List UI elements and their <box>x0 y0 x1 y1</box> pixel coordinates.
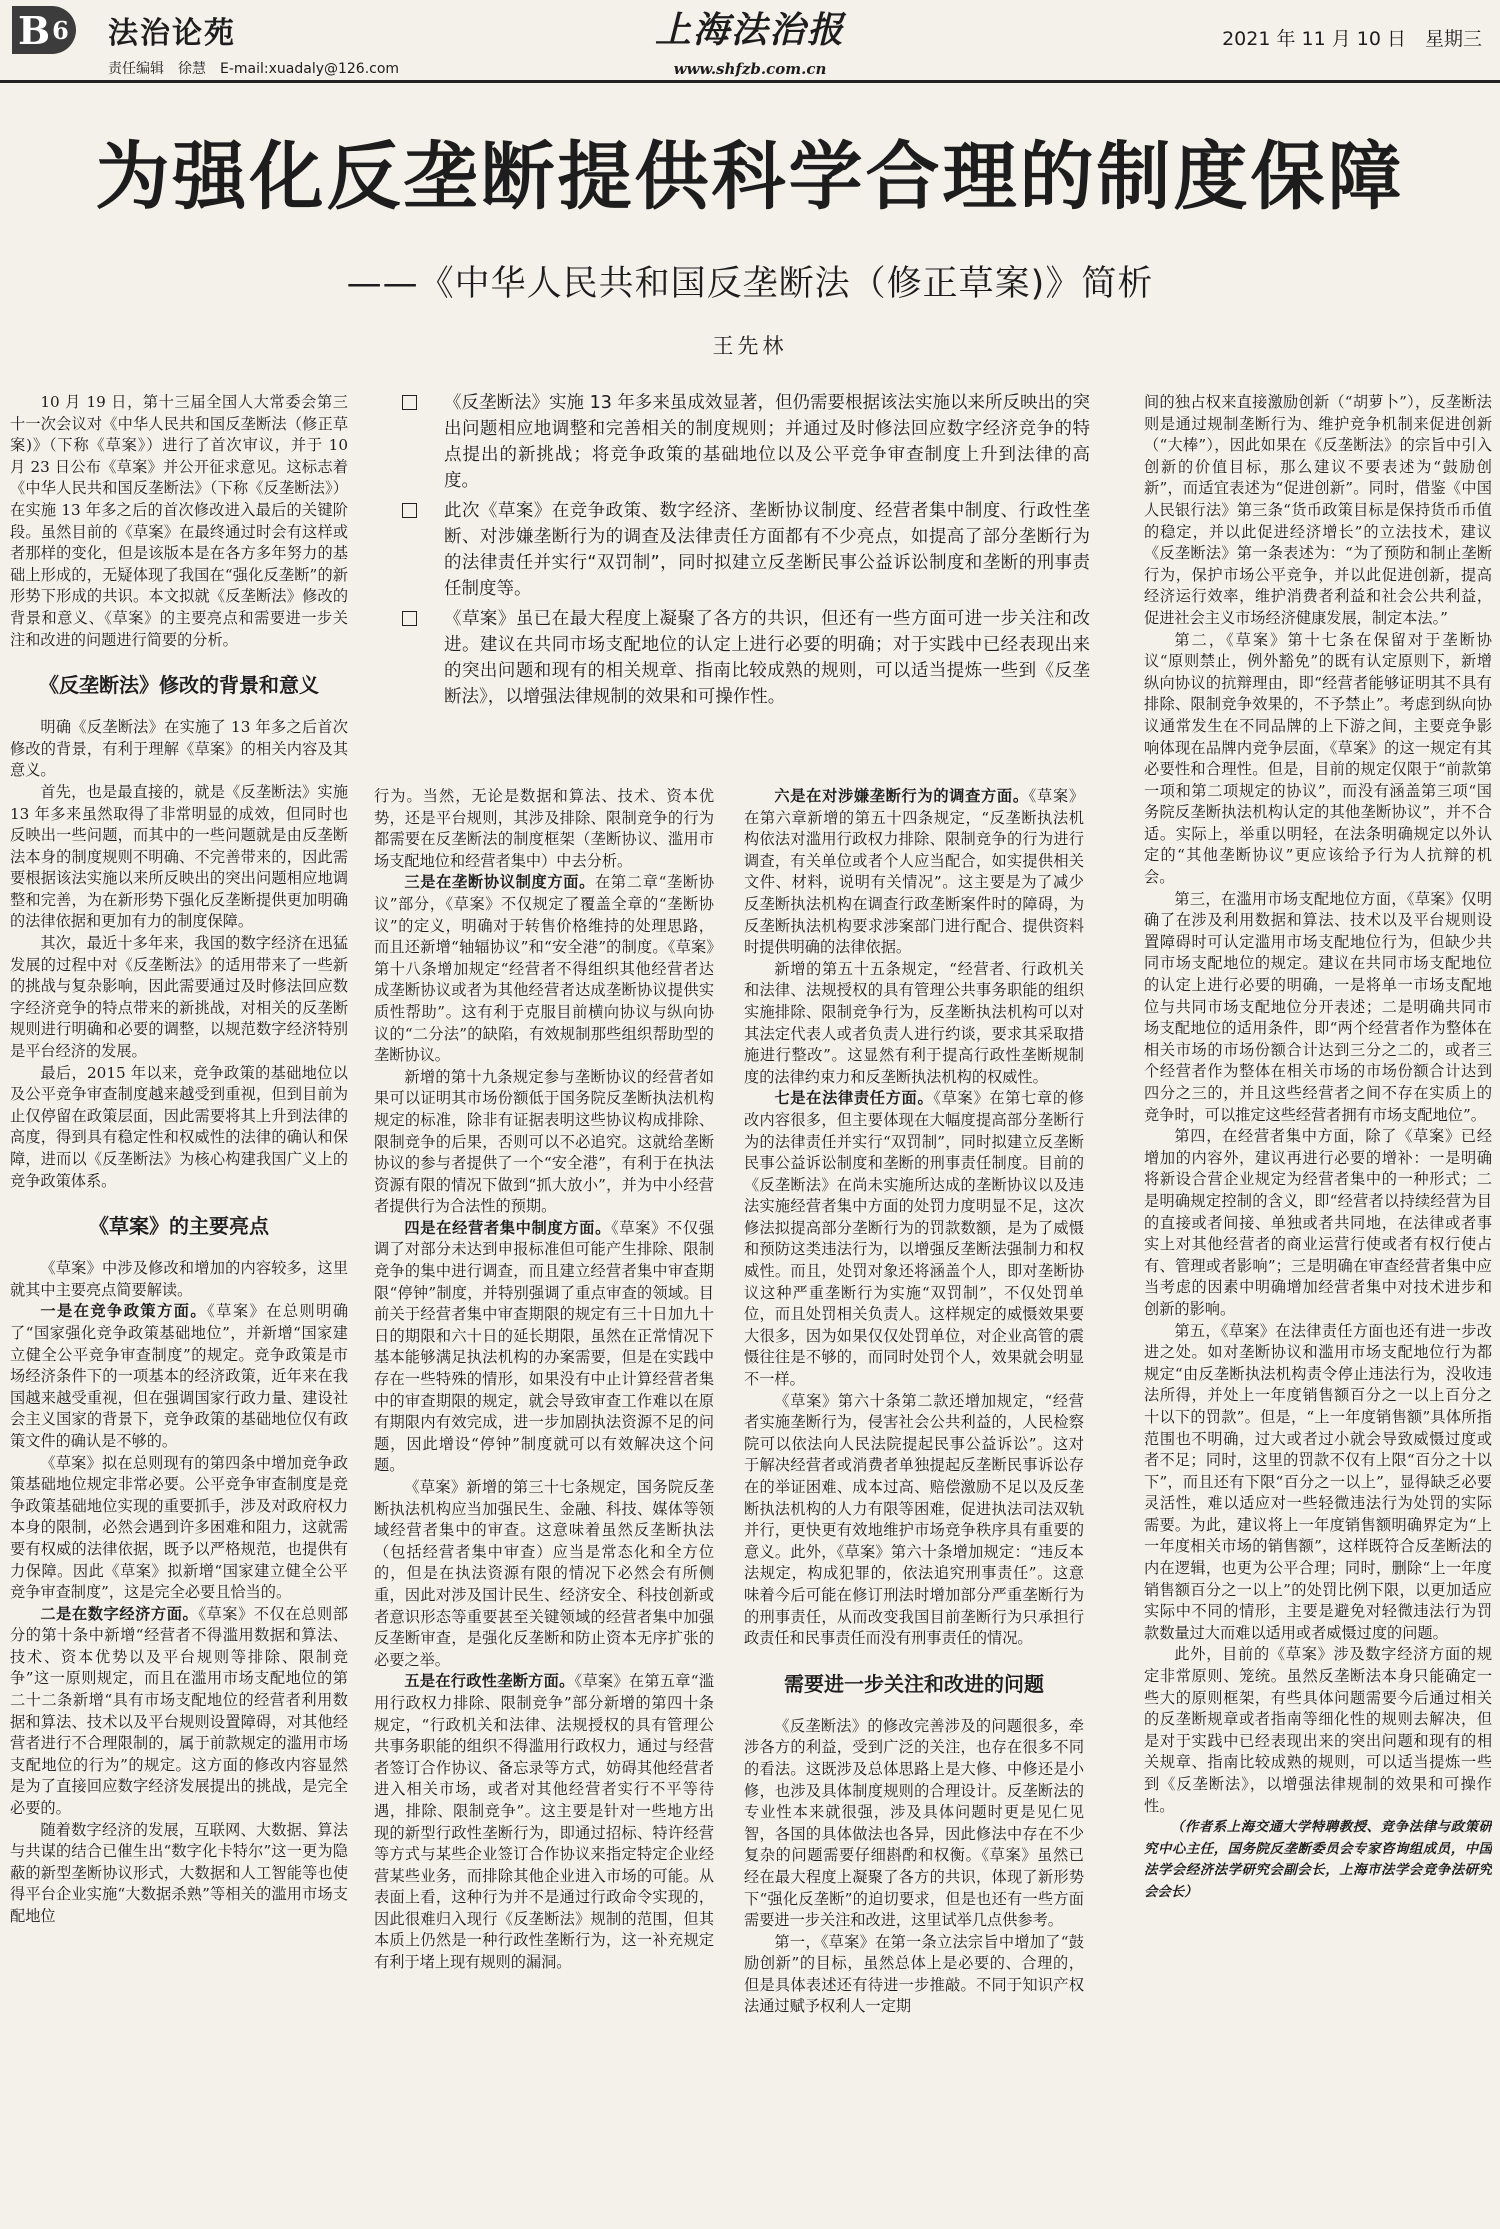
summary-item <box>400 498 1090 602</box>
paragraph <box>374 1671 714 1973</box>
point-lead: 二是在数字经济方面。 <box>40 1604 199 1623</box>
paragraph: 《草案》第六十条第二款还增加规定，“经营者实施垄断行为，侵害社会公共利益的，人民检察院可以依法向人民法院提起民事公益诉讼”。这对于解决经营者或消费者单独提起反垄断民事诉讼存在的举证困难、成本过高、赔偿激励不足以及反垄断执法机构的人力有限等困难，促进执法司法双轨并行，更快更有效地维护市场竞争秩序具有重要的意义。此外，《草案》第六十条增加规定：“违反本法规定，构成犯罪的，依法追究刑事责任”。这意味着今后可能在修订刑法时增加部分严重垄断行为的刑事责任，从而改变我国目前垄断行为只承担行政责任和民事责任而没有刑事责任的情况。 <box>744 1391 1084 1648</box>
page-header <box>0 0 1500 80</box>
paragraph: 最后，2015 年以来，竞争政策的基础地位以及公平竞争审查制度越来越受到重视，但到目前为止仅停留在政策层面，因此需要将其上升到法律的高度，得到具有稳定性和权威性的法律的确认和保障，进而以《反垄断法》为核心构建我国广义上的竞争政策体系。 <box>10 1063 348 1190</box>
point-text: 在第二章“垄断协议”部分，《草案》不仅规定了覆盖全章的“垄断协议”的定义，明确对于转售价格维持的处理思路，而且还新增“轴辐协议”和“安全港”的制度。《草案》第十八条增加规定“经营者不得组织其他经营者达成垄断协议或者为其他经营者达成垄断协议提供实质性帮助”。这有利于克服目前横向协议与纵向协议的“二分法”的缺陷，有效规制那些组织帮助型的垄断协议。 <box>374 873 714 1065</box>
paragraph <box>744 1088 1084 1390</box>
intro-paragraph: 10 月 19 日，第十三届全国人大常委会第三十一次会议对《中华人民共和国反垄断法（修正草案)》（下称《草案》）进行了首次审议，并于 10 月 23 日公布《草案》并公开征求意见。这标志着《中华人民共和国反垄断法》（下称《反垄断法》）在实施 13 年多之后的首次修改进入最后的关键阶段。虽然目前的《草案》在最终通过时会有这样或者那样的变化，但是该版本是在各方多年努力的基础上形成的，无疑体现了我国在“强化反垄断”的新形势下形成的共识。本文拟就《反垄断法》修改的背景和意义、《草案》的主要亮点和需要进一步关注和改进的问题进行简要的分析。 <box>10 393 348 649</box>
summary-text: 《反垄断法》实施 13 年多来虽成效显著，但仍需要根据该法实施以来所反映出的突出问题相应地调整和完善相关的制度规则；并通过及时修法回应数字经济竞争的特点提出的新挑战；将竞争政策的基础地位以及公平竞争审查制度上升到法律的高度。 <box>444 393 1090 491</box>
article-column-2 <box>374 786 714 2222</box>
point-lead: 一是在竞争政策方面。 <box>40 1302 208 1321</box>
article-title: 为强化反垄断提供科学合理的制度保障 <box>95 134 1405 220</box>
paragraph: 新增的第十九条规定参与垄断协议的经营者如果可以证明其市场份额低于国务院反垄断执法机构规定的标准，除非有证据表明这些协议构成排除、限制竞争的后果，否则可以不必追究。这就给垄断协议的参与者提供了一个“安全港”，有利于在执法资源有限的情况下做到“抓大放小”，并为中小经营者提供行为合法性的预期。 <box>374 1067 714 1216</box>
point-text: 《草案》不仅强调了对部分未达到申报标准但可能产生排除、限制竞争的集中进行调查，而且建立经营者集中审查期限“停钟”制度，并特别强调了重点审查的领域。目前关于经营者集中审查期限的规定有三十日加九十日的期限和六十日的延长期限，虽然在正常情况下基本能够满足执法机构的办案需要，但是在实践中存在一些特殊的情形，如果没有中止计算经营者集中的审查期限的规定，就会导致审查工作难以在原有期限内有效完成，进一步加剧执法资源不足的问题，因此增设“停钟”制度就可以有效解决这个问题。 <box>374 1218 714 1475</box>
paragraph: 首先，也是最直接的，就是《反垄断法》实施 13 年多来虽然取得了非常明显的成效，但同时也反映出一些问题，而其中的一些问题就是由反垄断法本身的制度规则不明确、不完善带来的，因此需要根据该法实施以来所反映出的突出问题相应地调整和完善，为在新形势下强化反垄断提供更加明确的法律依据和更加有力的制度保障。 <box>10 782 348 931</box>
summary-text: 此次《草案》在竞争政策、数字经济、垄断协议制度、经营者集中制度、行政性垄断、对涉嫌垄断行为的调查及法律责任方面都有不少亮点，如提高了部分垄断行为的法律责任并实行“双罚制”，同时拟建立反垄断民事公益诉讼制度和垄断的刑事责任制度等。 <box>444 501 1090 599</box>
paragraph <box>374 1218 714 1477</box>
point-text: 《草案》在第七章的修改内容很多，但主要体现在大幅度提高部分垄断行为的法律责任并实行“双罚制”，同时拟建立反垄断民事公益诉讼制度和垄断的刑事责任制度。目前的《反垄断法》在尚未实施所达成的垄断协议以及违法实施经营者集中方面的处罚力度明显不足，这次修法拟提高部分垄断行为的罚款数额，是为了威慑和预防这类违法行为，以增强反垄断法强制力和权威性。而且，处罚对象还将涵盖个人，即对垄断协议这种严重垄断行为实施“双罚制”，不仅处罚单位，而且处罚相关负责人。这样规定的威慑效果要大很多，因为如果仅仅处罚单位，对企业高管的震慑往往是不够的，而同时处罚个人，效果就会明显不一样。 <box>744 1089 1084 1389</box>
article-subtitle: ——《中华人民共和国反垄断法（修正草案)》简析 <box>346 264 1154 304</box>
paragraph: 明确《反垄断法》在实施了 13 年多之后首次修改的背景，有利于理解《草案》的相关内容及其意义。 <box>10 718 348 780</box>
point-lead: 五是在行政性垄断方面。 <box>404 1672 575 1691</box>
checkbox-bullet-icon <box>402 611 417 626</box>
paragraph: 第三，在滥用市场支配地位方面，《草案》仅明确了在涉及利用数据和算法、技术以及平台规则设置障碍时可认定滥用市场支配地位行为，但缺少共同市场支配地位的规定。建议在共同市场支配地位的认定上进行必要的明确，一是将单一市场支配地位与共同市场支配地位分开表述；二是明确共同市场支配地位的适用条件，即“两个经营者作为整体在相关市场的市场份额合计达到三分之二的，或者三个经营者作为整体在相关市场的市场份额合计达到四分之三的，并且这些经营者之间不存在实质上的竞争时，可以推定这些经营者拥有市场支配地位”。 <box>1144 889 1492 1124</box>
paragraph <box>10 1301 348 1452</box>
summary-item <box>400 606 1090 710</box>
article-column-4 <box>1144 392 1492 2222</box>
paragraph <box>744 786 1084 959</box>
section-heading-issues: 需要进一步关注和改进的问题 <box>784 1671 1044 1696</box>
point-lead: 四是在经营者集中制度方面。 <box>404 1218 612 1237</box>
paragraph: 此外，目前的《草案》涉及数字经济方面的规定非常原则、笼统。虽然反垄断法本身只能确定一些大的原则框架，有些具体问题需要今后通过相关的反垄断规章或者指南等细化性的规则去解决，但是对于实践中已经表现出来的突出问题和现有的相关规章、指南比较成熟的规则，可以适当提炼一些到《反垄断法》，以增强法律规制的效果和可操作性。 <box>1144 1645 1492 1815</box>
paragraph: 《反垄断法》的修改完善涉及的问题很多，牵涉各方的利益，受到广泛的关注，也存在很多不同的看法。这既涉及总体思路上是大修、中修还是小修，也涉及具体制度规则的合理设计。反垄断法的专业性本来就很强，涉及具体问题时更是见仁见智，各国的具体做法也各异，因此修法中存在不少复杂的问题需要仔细斟酌和权衡。《草案》虽然已经在最大程度上凝聚了各方的共识，体现了新形势下“强化反垄断”的迫切要求，但是也还有一些方面需要进一步关注和改进，这里试举几点供参考。 <box>744 1716 1084 1930</box>
article-column-3 <box>744 786 1084 2222</box>
newspaper-masthead: 上海法治报 <box>654 9 845 51</box>
page-number: 6 <box>52 15 69 45</box>
paragraph <box>374 872 714 1066</box>
summary-box <box>400 390 1090 756</box>
paragraph: 间的独占权来直接激励创新（“胡萝卜”），反垄断法则是通过规制垄断行为、维护竞争机制来促进创新（“大棒”），因此如果在《反垄断法》的宗旨中引入创新的价值目标，那么建议不要表述为“鼓励创新”，而适宜表述为“促进创新”。同时，借鉴《中国人民银行法》第三条“货币政策目标是保持货币币值的稳定，并以此促进经济增长”的立法技术，建议《反垄断法》第一条表述为：“为了预防和制止垄断行为，保护市场公平竞争，并以此促进创新，提高经济运行效率，维护消费者利益和社会公共利益，促进社会主义市场经济健康发展，制定本法。” <box>1144 393 1492 627</box>
point-text: 《草案》在第五章“滥用行政权力排除、限制竞争”部分新增的第四十条规定，“行政机关和法律、法规授权的具有管理公共事务职能的组织不得滥用行政权力，通过与经营者签订合作协议、备忘录等方式，妨碍其他经营者进入相关市场，或者对其他经营者实行不平等待遇，排除、限制竞争”。这主要是针对一些地方出现的新型行政性垄断行为，即通过招标、特许经营等方式与某些企业签订合作协议来指定特定企业经营某些业务，而排除其他企业进入市场的可能。从表面上看，这种行为并不是通过行政命令实现的，因此很难归入现行《反垄断法》规制的范围，但其本质上仍然是一种行政性垄断行为，这一补充规定有利于堵上现有规则的漏洞。 <box>374 1672 714 1972</box>
editor-line: 责任编辑 徐慧 E-mail:xuadaly@126.com <box>108 61 400 77</box>
checkbox-bullet-icon <box>402 395 417 410</box>
header-rule <box>0 80 1500 83</box>
paragraph: 第二，《草案》第十七条在保留对于垄断协议“原则禁止，例外豁免”的既有认定原则下，新增纵向协议的抗辩理由，即“经营者能够证明其不具有排除、限制竞争效果的，不予禁止”。考虑到纵向协议通常发生在不同品牌的上下游之间，主要竞争影响体现在品牌内竞争层面，《草案》的这一规定有其必要性和合理性。但是，目前的规定仅限于“前款第一项和第二项规定的协议”，而没有涵盖第三项“国务院反垄断执法机构认定的其他垄断协议”，并不合适。实际上，举重以明轻，在法条明确规定以外认定的“其他垄断协议”更应该给予行为人抗辩的机会。 <box>1144 630 1492 887</box>
page-number-badge <box>12 6 76 54</box>
paragraph: 第四，在经营者集中方面，除了《草案》已经增加的内容外，建议再进行必要的增补：一是明确将新设合营企业规定为经营者集中的一种形式；二是明确规定控制的含义，即“经营者以持续经营为目的直接或者间接、单独或者共同地，在法律或者事实上对其他经营者的商业运营行使或者有权行使占有、管理或者影响”；三是明确在审查经营者集中应当考虑的因素中明确增加经营者集中对技术进步和创新的影响。 <box>1144 1127 1492 1318</box>
issue-date: 2021 年 11 月 10 日 星期三 <box>1222 28 1482 50</box>
page-letter: B <box>18 7 51 53</box>
paragraph: 《草案》拟在总则现有的第四条中增加竞争政策基础地位规定非常必要。公平竞争审查制度是竞争政策基础地位实现的重要抓手，涉及对政府权力本身的限制，必然会遇到许多困难和阻力，这就需要有权威的法律依据，既予以严格规范，也提供有力保障。因此《草案》拟新增“国家建立健全公平竞争审查制度”，这是完全必要且恰当的。 <box>10 1453 348 1602</box>
summary-item <box>400 390 1090 494</box>
point-lead: 三是在垄断协议制度方面。 <box>404 873 596 892</box>
paragraph: 新增的第五十五条规定，“经营者、行政机关和法律、法规授权的具有管理公共事务职能的组织实施排除、限制竞争行为，反垄断执法机构可以对其法定代表人或者负责人进行约谈，要求其采取措施进行整改”。这显然有利于提高行政性垄断规制度的法律约束力和反垄断执法机构的权威性。 <box>744 959 1084 1086</box>
summary-text: 《草案》虽已在最大程度上凝聚了各方的共识，但还有一些方面可进一步关注和改进。建议在共同市场支配地位的认定上进行必要的明确；对于实践中已经表现出来的突出问题和现有的相关规章、指南比较成熟的规则，可以适当提炼一些到《反垄断法》，以增强法律规制的效果和可操作性。 <box>444 609 1090 707</box>
paragraph: 行为。当然，无论是数据和算法、技术、资本优势，还是平台规则，其涉及排除、限制竞争的行为都需要在反垄断法的制度框架（垄断协议、滥用市场支配地位和经营者集中）中去分析。 <box>374 787 714 870</box>
website-url: www.shfzb.com.cn <box>673 60 827 78</box>
point-text: 《草案》在总则明确了“国家强化竞争政策基础地位”，并新增“国家建立健全公平竞争审查制度”的规定。竞争政策是市场经济条件下的一项基本的经济政策，近年来在我国越来越受重视，但在强调国家行政力量、建设社会主义国家的背景下，竞争政策的基础地位仅有政策文件的确认是不够的。 <box>10 1302 348 1450</box>
article-column-1 <box>10 392 348 2222</box>
paragraph: 随着数字经济的发展，互联网、大数据、算法与共谋的结合已催生出“数字化卡特尔”这一更为隐蔽的新型垄断协议形式，大数据和人工智能等也使得平台企业实施“大数据杀熟”等相关的滥用市场支配地位 <box>10 1820 348 1925</box>
paragraph <box>10 1604 348 1820</box>
section-name: 法治论苑 <box>108 16 236 51</box>
article-author: 王先林 <box>712 334 788 358</box>
paragraph: 其次，最近十多年来，我国的数字经济在迅猛发展的过程中对《反垄断法》的适用带来了一些新的挑战与复杂影响，因此需要通过及时修法回应数字经济竞争的特点带来的新挑战，对相关的反垄断规则进行明确和必要的调整，以规范数字经济特别是平台经济的发展。 <box>10 934 348 1061</box>
section-heading-background: 《反垄断法》修改的背景和意义 <box>39 673 319 698</box>
paragraph: 《草案》新增的第三十七条规定，国务院反垄断执法机构应当加强民生、金融、科技、媒体等领域经营者集中的审查。这意味着虽然反垄断执法（包括经营者集中审查）应当是常态化和全方位的，但是在执法资源有限的情况下必然会有所侧重，因此对涉及国计民生、经济安全、科技创新或者意识形态等重要甚至关键领域的经营者集中加强反垄断审查，是强化反垄断和防止资本无序扩张的必要之举。 <box>374 1478 714 1669</box>
section-heading-highlights: 《草案》的主要亮点 <box>89 1214 269 1239</box>
author-note: （作者系上海交通大学特聘教授、竞争法律与政策研究中心主任，国务院反垄断委员会专家咨询组成员，中国法学会经济法学研究会副会长，上海市法学会竞争法研究会会长） <box>1144 1819 1492 1900</box>
paragraph: 第五，《草案》在法律责任方面也还有进一步改进之处。如对垄断协议和滥用市场支配地位行为都规定“由反垄断执法机构责令停止违法行为，没收违法所得，并处上一年度销售额百分之一以上百分之十以下的罚款”。但是，“上一年度销售额”具体所指范围也不明确，过大或者过小就会导致威慑过度或者不足；同时，这里的罚款不仅有上限“百分之十以下”，而且还有下限“百分之一以上”，显得缺乏必要灵活性，难以适应对一些轻微违法行为处罚的实际需要。为此，建议将上一年度销售额明确界定为“上一年度相关市场的销售额”，这样既符合反垄断法的内在逻辑，也更为公平合理；同时，删除“上一年度销售额百分之一以上”的处罚比例下限，以更加适应实际中不同的情形，主要是避免对轻微违法行为罚款数量过大而难以适用或者威慑过度的问题。 <box>1144 1321 1492 1642</box>
point-lead: 六是在对涉嫌垄断行为的调查方面。 <box>774 787 1029 805</box>
point-text: 《草案》在第六章新增的第五十四条规定，“反垄断执法机构依法对滥用行政权力排除、限制竞争的行为进行调查，有关单位或者个人应当配合，如实提供相关文件、材料，说明有关情况”。这主要是为了减少反垄断执法机构在调查行政垄断案件时的障碍，为反垄断执法机构要求涉案部门进行配合、提供资料时提供明确的法律依据。 <box>744 787 1084 957</box>
checkbox-bullet-icon <box>402 503 417 518</box>
point-text: 《草案》不仅在总则部分的第十条中新增“经营者不得滥用数据和算法、技术、资本优势以及平台规则等排除、限制竞争”这一原则规定，而且在滥用市场支配地位的第二十二条新增“具有市场支配地位的经营者利用数据和算法、技术以及平台规则设置障碍，对其他经营者进行不合理限制的，属于前款规定的滥用市场支配地位的行为”的规定。这方面的修改内容显然是为了直接回应数字经济发展提出的挑战，是完全必要的。 <box>10 1604 348 1818</box>
paragraph: 第一，《草案》在第一条立法宗旨中增加了“鼓励创新”的目标，虽然总体上是必要的、合理的，但是具体表述还有待进一步推敲。不同于知识产权法通过赋予权利人一定期 <box>744 1932 1084 2016</box>
paragraph: 《草案》中涉及修改和增加的内容较多，这里就其中主要亮点简要解读。 <box>10 1259 348 1299</box>
point-lead: 七是在法律责任方面。 <box>774 1089 934 1108</box>
